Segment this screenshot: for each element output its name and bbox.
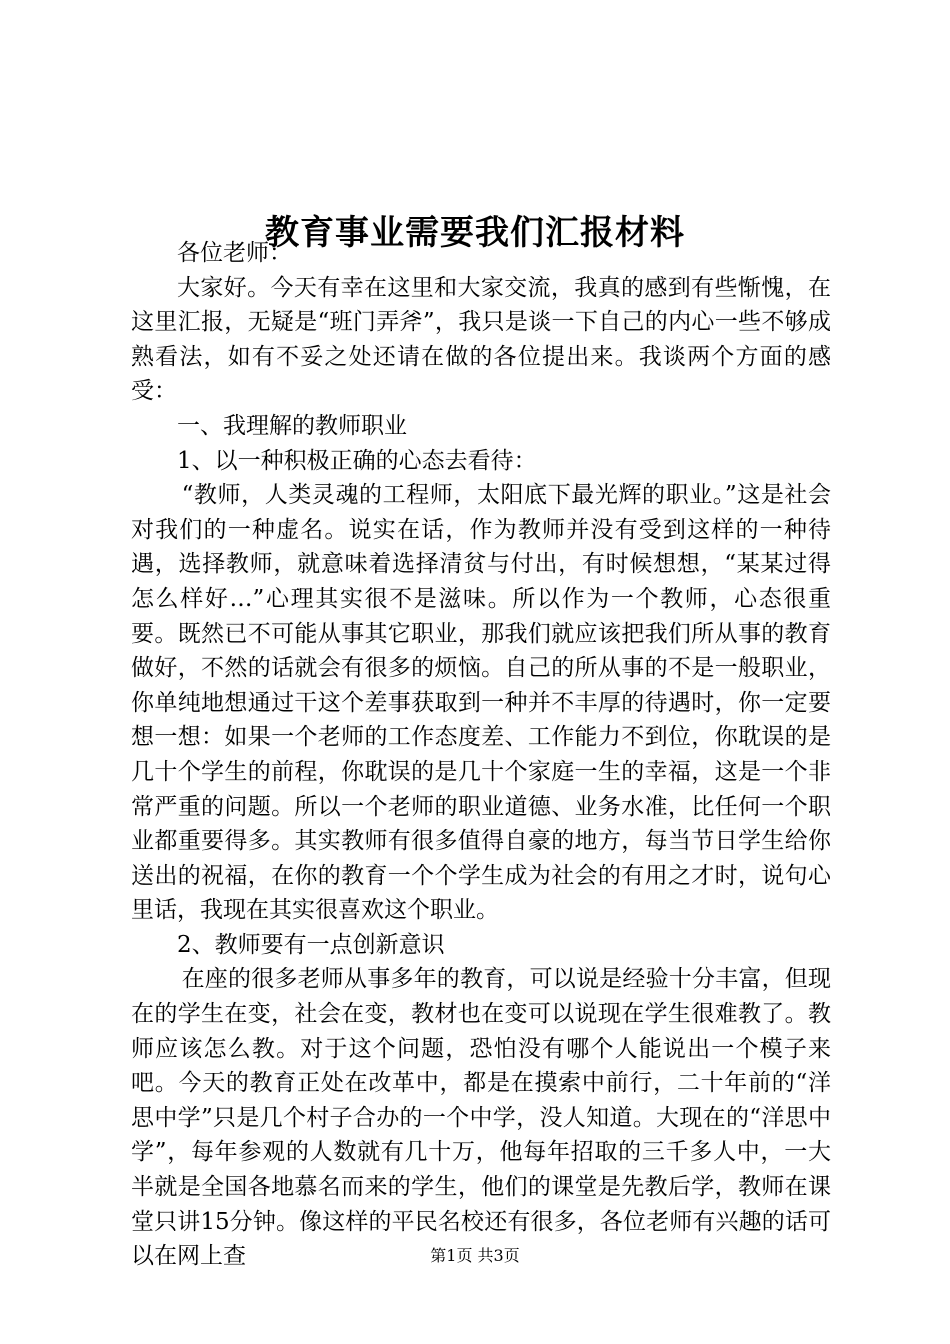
paragraph-attitude: “教师，人类灵魂的工程师，太阳底下最光辉的职业。”这是社会对我们的一种虚名。说实在话，作为教师并没有受到这样的一种待遇，选择教师，就意味着选择清贫与付出，有时候想想，“某某过得怎么样好…”心理其实很不是滋味。所以作为一个教师，心态很重要。既然已不可能从事其它职业，那我们就应该把我们所从事的教育做好，不然的话就会有很多的烦恼。自己的所从事的不是一般职业，你单纯地想通过干这个差事获取到一种并不丰厚的待遇时，你一定要想一想：如果一个老师的工作态度差、工作能力不到位，你耽误的是几十个学生的前程，你耽误的是几十个家庭一生的幸福，这是一个非常严重的问题。所以一个老师的职业道德、业务水准，比任何一个职业都重要得多。其实教师有很多值得自豪的地方，每当节日学生给你送出的祝福，在你的教育一个个学生成为社会的有用之才时，说句心里话，我现在其实很喜欢这个职业。 — [131, 482, 831, 924]
page-number-footer: 第1页 共3页 — [430, 1246, 520, 1265]
document-body — [131, 236, 831, 1274]
paragraph-greeting: 大家好。今天有幸在这里和大家交流，我真的感到有些惭愧，在这里汇报，无疑是“班门弄斧”，我只是谈一下自己的内心一些不够成熟看法，如有不妥之处还请在做的各位提出来。我谈两个方面的感受： — [131, 274, 831, 405]
subsection-heading-2: 2、教师要有一点创新意识 — [177, 931, 445, 958]
paragraph-salutation: 各位老师： — [177, 240, 292, 266]
document-title: 教育事业需要我们汇报材料 — [265, 212, 685, 253]
subsection-heading-1: 1、以一种积极正确的心态去看待： — [177, 447, 537, 474]
paragraph-innovation: 在座的很多老师从事多年的教育，可以说是经验十分丰富，但现在的学生在变，社会在变，教材也在变可以说现在学生很难教了。教师应该怎么教。对于这个问题，恐怕没有哪个人能说出一个模子来吧。今天的教育正处在改革中，都是在摸索中前行，二十年前的“洋思中学”只是几个村子合办的一个中学，没人知道。大现在的“洋思中学”，每年参观的人数就有几十万，他每年招取的三千多人中，一大半就是全国各地慕名而来的学生，他们的课堂是先教后学，教师在课堂只讲15分钟。像这样的平民名校还有很多，各位老师有兴趣的话可以在网上查 — [131, 966, 831, 1270]
section-heading-1: 一、我理解的教师职业 — [177, 412, 407, 439]
